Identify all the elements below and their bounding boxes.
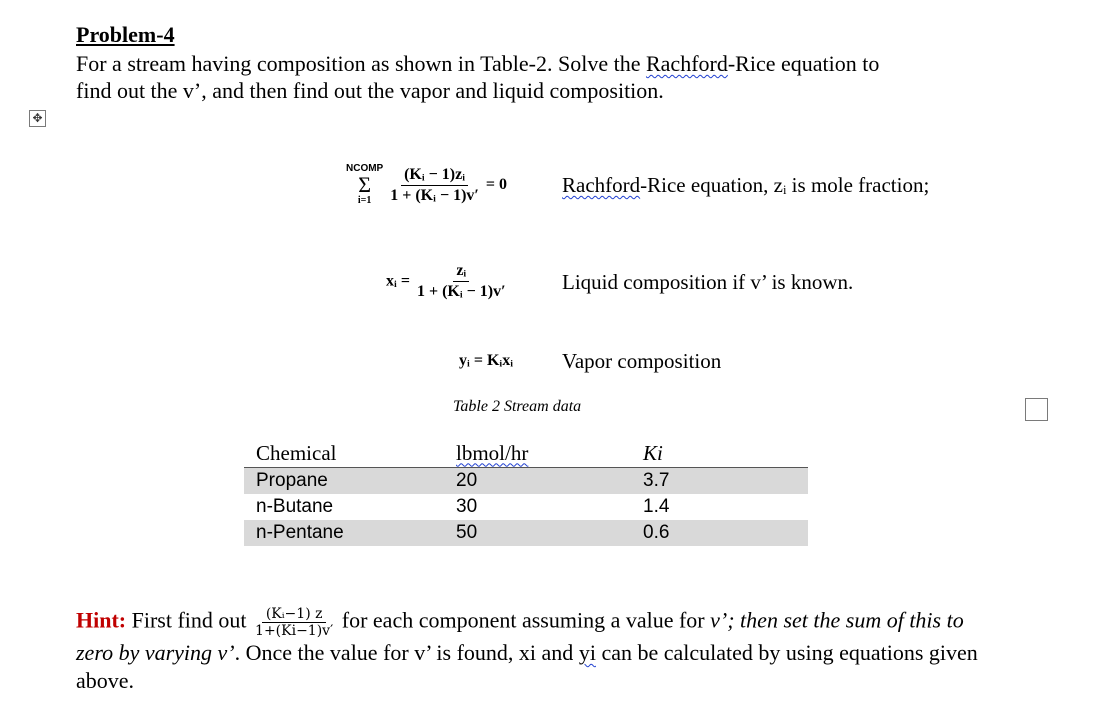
hint-paragraph: Hint: First find out $\frac{\text{(Kᵢ−1) z}}{1+(Ki-1)v'}$ for each component assuming a value for v’; then set the sum of this to zero by varying v’. Once the value for v’ is found, xi and yi can be calculated by using equations given above. [76,606,978,693]
rachford-rice-description: Rachford-Rice equation, zᵢ is mole fraction; [562,173,930,197]
eq1-denominator: 1 + (Kᵢ − 1)v′ [390,186,479,204]
table-row [244,494,808,520]
header-ki: Ki [631,439,808,468]
spellcheck-word-yi[interactable]: yi [578,640,596,665]
eq1-rhs: = 0 [485,176,508,193]
hint-fraction: $\frac{\text{(Kᵢ−1) z}}{1+(Ki-1)v'}$ [255,606,334,639]
cell-ki: 3.7 [631,468,808,495]
vapor-composition-equation: yᵢ = Kᵢxᵢ [459,352,514,369]
sum-lower-limit: i=1 [357,195,372,206]
cell-ki: 0.6 [631,520,808,546]
vapor-composition-description: Vapor composition [562,349,722,373]
summation-symbol: Σ [358,172,372,197]
cell-chemical: n-Butane [256,496,334,517]
stream-data-table [244,439,808,546]
problem-statement-line2: find out the v’, and then find out the vapor and liquid composition. [76,78,664,103]
table-row [244,520,808,546]
spellcheck-word-rachford[interactable]: Rachford [645,51,728,76]
cell-chemical: Propane [244,468,444,495]
table-caption: Table 2 Stream data [453,398,582,415]
problem-title: Problem-4 [76,22,175,47]
checkbox[interactable] [1025,398,1048,421]
cell-lbmol: 50 [444,520,631,546]
rachford-rice-equation [346,163,507,207]
cell-lbmol: 20 [444,468,631,495]
table-header-row [244,439,808,468]
header-lbmol-hr: lbmol/hr [444,439,631,468]
eq2-lhs: xᵢ = [386,272,410,290]
table-move-handle-icon[interactable]: ✥ [29,110,46,127]
cell-ki: 1.4 [643,496,670,517]
cell-lbmol: 30 [456,496,478,517]
eq1-numerator: (Kᵢ − 1)zᵢ [401,166,468,186]
table-row [244,468,808,495]
header-chemical: Chemical [244,439,444,468]
problem-statement-line1: For a stream having composition as shown in Table-2. Solve the Rachford-Rice equation to [76,51,880,76]
eq2-denominator: 1 + (Kᵢ − 1)v′ [416,283,506,300]
eq2-numerator: zᵢ [453,262,469,282]
sum-upper-limit: NCOMP [346,163,384,174]
liquid-composition-equation [386,262,509,301]
hint-label: Hint: [76,607,127,633]
liquid-composition-description: Liquid composition if v’ is known. [562,270,854,294]
cell-chemical: n-Pentane [244,520,444,546]
